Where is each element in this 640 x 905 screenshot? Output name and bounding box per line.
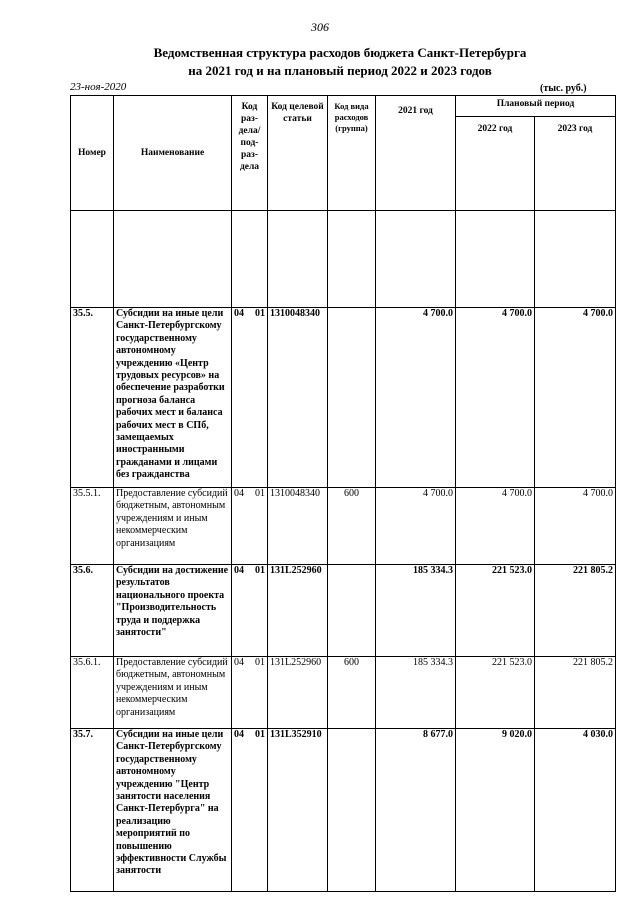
spacer-cell [376,211,456,308]
row-expense-type [328,729,376,892]
row-2022-amount: 221 523.0 [456,565,535,657]
section-code-part: 04 [234,729,244,740]
header-number: Номер [71,96,114,211]
row-2021-amount: 8 677.0 [376,729,456,892]
row-number: 35.6.1. [71,657,114,729]
table-row [71,565,616,657]
subsection-code-part: 01 [255,488,265,499]
section-code-part: 04 [234,488,244,499]
row-section-code [232,565,268,657]
row-2023-amount: 221 805.2 [535,657,616,729]
spacer-cell [535,211,616,308]
title-line-1: Ведомственная структура расходов бюджета Санкт-Петербурга [153,45,527,60]
spacer-cell [456,211,535,308]
header-expense-type-code: Код вида расходов (группа) [328,96,376,211]
header-name: Наименование [114,96,232,211]
row-article-code: 131L252960 [268,565,328,657]
row-section-code [232,729,268,892]
subsection-code-part: 01 [255,565,265,576]
header-article-code: Код целевой статьи [268,96,328,211]
row-2021-amount: 4 700.0 [376,488,456,565]
row-article-code: 1310048340 [268,308,328,488]
title-line-2: на 2021 год и на плановый период 2022 и 2023 годов [188,63,492,78]
row-number: 35.5. [71,308,114,488]
row-article-code: 1310048340 [268,488,328,565]
row-2022-amount: 4 700.0 [456,488,535,565]
budget-table [70,95,616,892]
row-2023-amount: 4 030.0 [535,729,616,892]
row-expense-type [328,565,376,657]
row-article-code: 131L252960 [268,657,328,729]
row-2023-amount: 4 700.0 [535,488,616,565]
subsection-code-part: 01 [255,729,265,740]
spacer-cell [268,211,328,308]
row-number: 35.5.1. [71,488,114,565]
row-number: 35.7. [71,729,114,892]
table-row [71,657,616,729]
row-name: Субсидии на достижение результатов национального проекта "Производительность труда и поддержка занятости" [114,565,232,657]
header-2023: 2023 год [535,117,616,211]
row-2021-amount: 185 334.3 [376,565,456,657]
section-code-part: 04 [234,308,244,319]
row-name: Предоставление субсидий бюджетным, автономным учреждениям и иным некоммерческим организациям [114,488,232,565]
row-section-code [232,488,268,565]
row-2022-amount: 221 523.0 [456,657,535,729]
table-row [71,729,616,892]
page-number: 306 [311,20,329,34]
spacer-cell [71,211,114,308]
header-plan-period: Плановый период [456,96,616,117]
row-name: Субсидии на иные цели Санкт-Петербургскому государственному автономному учреждению «Центр трудовых ресурсов» на обеспечение разработки прогноза баланса рабочих мест и баланса рабочих мест в СПб, замещаемых иностранными гражданами и лицами без гражданства [114,308,232,488]
row-2023-amount: 4 700.0 [535,308,616,488]
table-row [71,488,616,565]
row-expense-type [328,308,376,488]
row-2023-amount: 221 805.2 [535,565,616,657]
units-label: (тыс. руб.) [540,83,587,94]
document-date: 23-ноя-2020 [70,81,127,93]
section-code-part: 04 [234,565,244,576]
row-article-code: 131L352910 [268,729,328,892]
spacer-cell [232,211,268,308]
row-number: 35.6. [71,565,114,657]
row-2021-amount: 4 700.0 [376,308,456,488]
row-section-code [232,657,268,729]
row-2022-amount: 4 700.0 [456,308,535,488]
row-name: Субсидии на иные цели Санкт-Петербургскому государственному автономному учреждению "Центр занятости населения Санкт-Петербурга" на реализацию мероприятий по повышению эффективности Службы занятости [114,729,232,892]
section-code-part: 04 [234,657,244,668]
row-name: Предоставление субсидий бюджетным, автономным учреждениям и иным некоммерческим организациям [114,657,232,729]
row-section-code [232,308,268,488]
header-section-code: Код раз-дела/ под-раз-дела [232,96,268,211]
table-row [71,308,616,488]
row-2022-amount: 9 020.0 [456,729,535,892]
spacer-cell [114,211,232,308]
subsection-code-part: 01 [255,308,265,319]
row-expense-type: 600 [328,657,376,729]
row-2021-amount: 185 334.3 [376,657,456,729]
header-2021: 2021 год [376,96,456,211]
spacer-cell [328,211,376,308]
document-title [60,44,620,80]
row-expense-type: 600 [328,488,376,565]
subsection-code-part: 01 [255,657,265,668]
header-2022: 2022 год [456,117,535,211]
